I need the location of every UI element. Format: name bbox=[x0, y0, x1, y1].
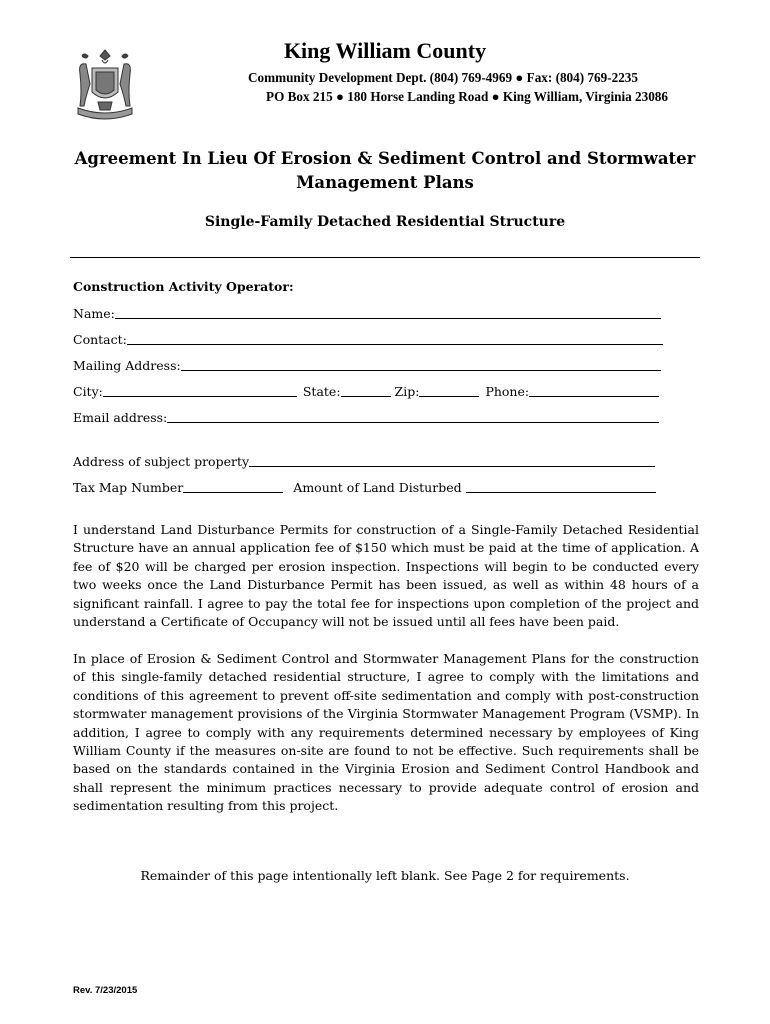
contact-field[interactable]: Contact: bbox=[73, 331, 663, 347]
land-disturbed-input-line[interactable] bbox=[466, 479, 656, 493]
document-title: Agreement In Lieu Of Erosion & Sediment Control and Stormwater Management Plans bbox=[74, 149, 696, 192]
operator-heading: Construction Activity Operator: bbox=[73, 279, 294, 294]
taxmap-land-row[interactable]: Tax Map Number Amount of Land Disturbed bbox=[73, 479, 656, 495]
contact-input-line[interactable] bbox=[127, 331, 663, 345]
document-subtitle: Single-Family Detached Residential Structure bbox=[204, 214, 566, 230]
city-state-zip-phone-row[interactable]: City: State: Zip: Phone: bbox=[73, 383, 659, 399]
address-line: PO Box 215 ● 180 Horse Landing Road ● King William, Virginia 23086 bbox=[266, 89, 668, 104]
city-input-line[interactable] bbox=[103, 383, 297, 397]
name-field[interactable]: Name: bbox=[73, 305, 661, 321]
phone-input-line[interactable] bbox=[529, 383, 659, 397]
state-input-line[interactable] bbox=[341, 383, 391, 397]
zip-input-line[interactable] bbox=[419, 383, 479, 397]
header-divider bbox=[70, 257, 700, 258]
dept-contact-line: Community Development Dept. (804) 769-4969 ● Fax: (804) 769-2235 bbox=[248, 70, 638, 85]
remainder-note: Remainder of this page intentionally left blank. See Page 2 for requirements. bbox=[140, 868, 630, 883]
fee-paragraph: I understand Land Disturbance Permits for construction of a Single-Family Detached Residential Structure have an annual application fee of $150 which must be paid at the time of application. A fee of $20 will be charged per erosion inspection. Inspections will begin to be conducted every two weeks once the Land Disturbance Permit has been issued, as well as within 48 hours of a significant rainfall. I agree to pay the total fee for inspections upon completion of the project and understand a Certificate of Occupancy will not be issued until all fees have been paid. bbox=[73, 522, 699, 630]
county-name: King William County bbox=[283, 38, 487, 63]
email-input-line[interactable] bbox=[167, 409, 659, 423]
property-address-field[interactable]: Address of subject property bbox=[73, 453, 655, 469]
mailing-address-field[interactable]: Mailing Address: bbox=[73, 357, 661, 373]
name-input-line[interactable] bbox=[115, 305, 661, 319]
revision-date: Rev. 7/23/2015 bbox=[73, 985, 138, 996]
property-address-input-line[interactable] bbox=[249, 453, 655, 467]
taxmap-input-line[interactable] bbox=[183, 479, 283, 493]
mailing-address-input-line[interactable] bbox=[181, 357, 661, 371]
agreement-paragraph: In place of Erosion & Sediment Control and Stormwater Management Plans for the construction of this single-family detached residential structure, I agree to comply with the limitations and conditions of this agreement to prevent off-site sedimentation and comply with post-construction stormwater management provisions of the Virginia Stormwater Management Program (VSMP). In addition, I agree to comply with any requirements determined necessary by employees of King William County if the measures on-site are found to not be effective. Such requirements shall be based on the standards contained in the Virginia Erosion and Sediment Control Handbook and shall represent the minimum practices necessary to provide adequate control of erosion and sedimentation resulting from this project. bbox=[73, 651, 699, 814]
email-field[interactable]: Email address: bbox=[73, 409, 659, 425]
